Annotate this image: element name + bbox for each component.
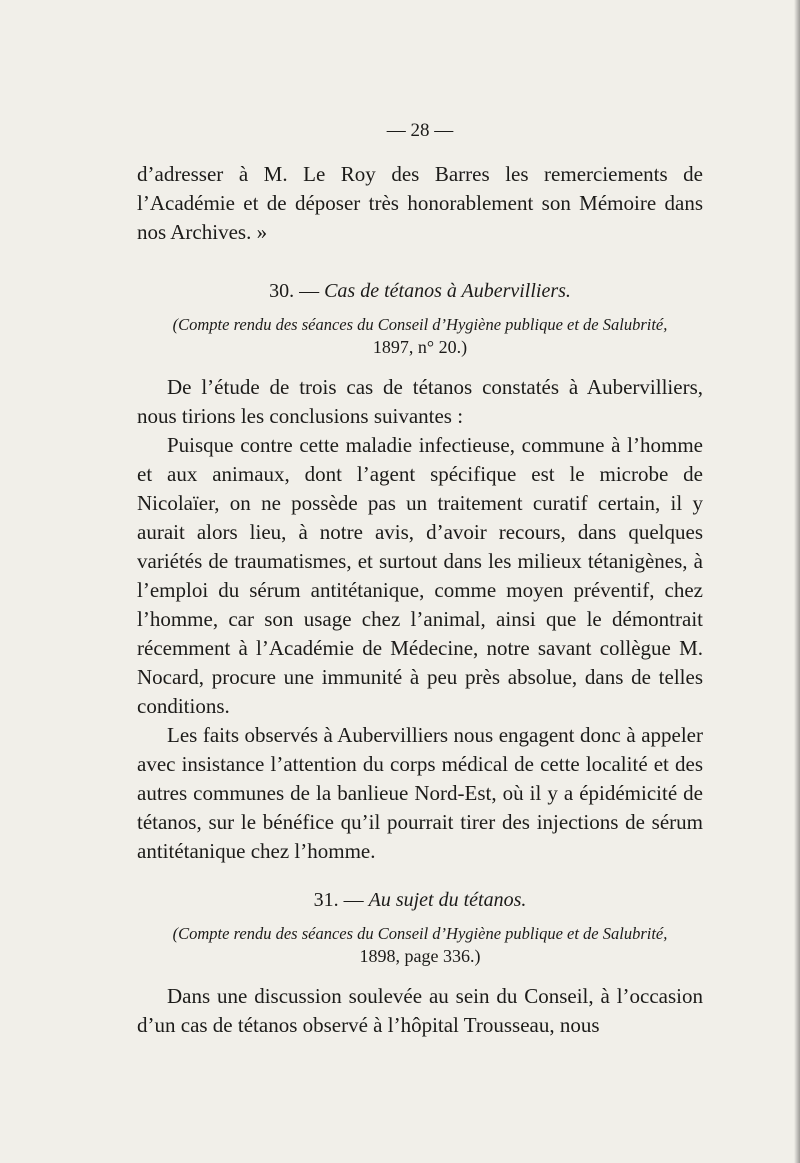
section-31-number: 31. — — [313, 889, 364, 911]
section-31-title: Au sujet du tétanos. — [368, 889, 527, 911]
page-number: — 28 — — [386, 120, 454, 141]
section-31-source-year: 1898, page 336.) — [359, 946, 481, 966]
section-30-number: 30. — — [269, 280, 320, 302]
section-30-heading — [137, 277, 703, 305]
section-31-source-text: (Compte rendu des séances du Conseil d’Hygiène publique et de Salubrité, — [172, 924, 668, 943]
section-30-title: Cas de tétanos à Aubervilliers. — [324, 280, 571, 302]
section-31-source — [137, 922, 703, 968]
page-edge-shadow — [794, 0, 800, 1163]
section-30-source — [137, 313, 703, 359]
section-30-source-text: (Compte rendu des séances du Conseil d’Hygiène publique et de Salubrité, — [172, 315, 668, 334]
section-30-paragraph-3: Les faits observés à Aubervilliers nous engagent donc à appeler avec insistance l’attention du corps médical de cette localité et des autres communes de la banlieue Nord-Est, où il y a épidémicité de tétanos, sur le bénéfice qu’il pourrait tirer des injections de sérum antitétanique chez l’homme. — [137, 723, 703, 863]
page-content — [137, 120, 703, 1040]
section-30-source-year: 1897, n° 20.) — [372, 337, 468, 357]
section-30-paragraph-2: Puisque contre cette maladie infectieuse, commune à l’homme et aux animaux, dont l’agent spécifique est le microbe de Nicolaïer, on ne possède pas un traitement curatif certain, il y aurait alors lieu, à notre avis, d’avoir recours, dans quelques variétés de traumatismes, et surtout dans les milieux tétanigènes, à l’emploi du sérum antitétanique, comme moyen préventif, chez l’homme, car son usage chez l’animal, ainsi que le démontrait récemment à l’Académie de Médecine, notre savant collègue M. Nocard, procure une immunité à peu près absolue, dans de telles conditions. — [137, 433, 703, 718]
section-30-paragraph-1: De l’étude de trois cas de tétanos constatés à Aubervilliers, nous tirions les conclusions suivantes : — [137, 375, 703, 428]
section-31-paragraph-1: Dans une discussion soulevée au sein du Conseil, à l’occasion d’un cas de tétanos observé à l’hôpital Trousseau, nous — [137, 984, 703, 1037]
intro-paragraph: d’adresser à M. Le Roy des Barres les remerciements de l’Académie et de déposer très honorablement son Mémoire dans nos Archives. » — [137, 162, 703, 244]
section-31-heading — [137, 886, 703, 914]
